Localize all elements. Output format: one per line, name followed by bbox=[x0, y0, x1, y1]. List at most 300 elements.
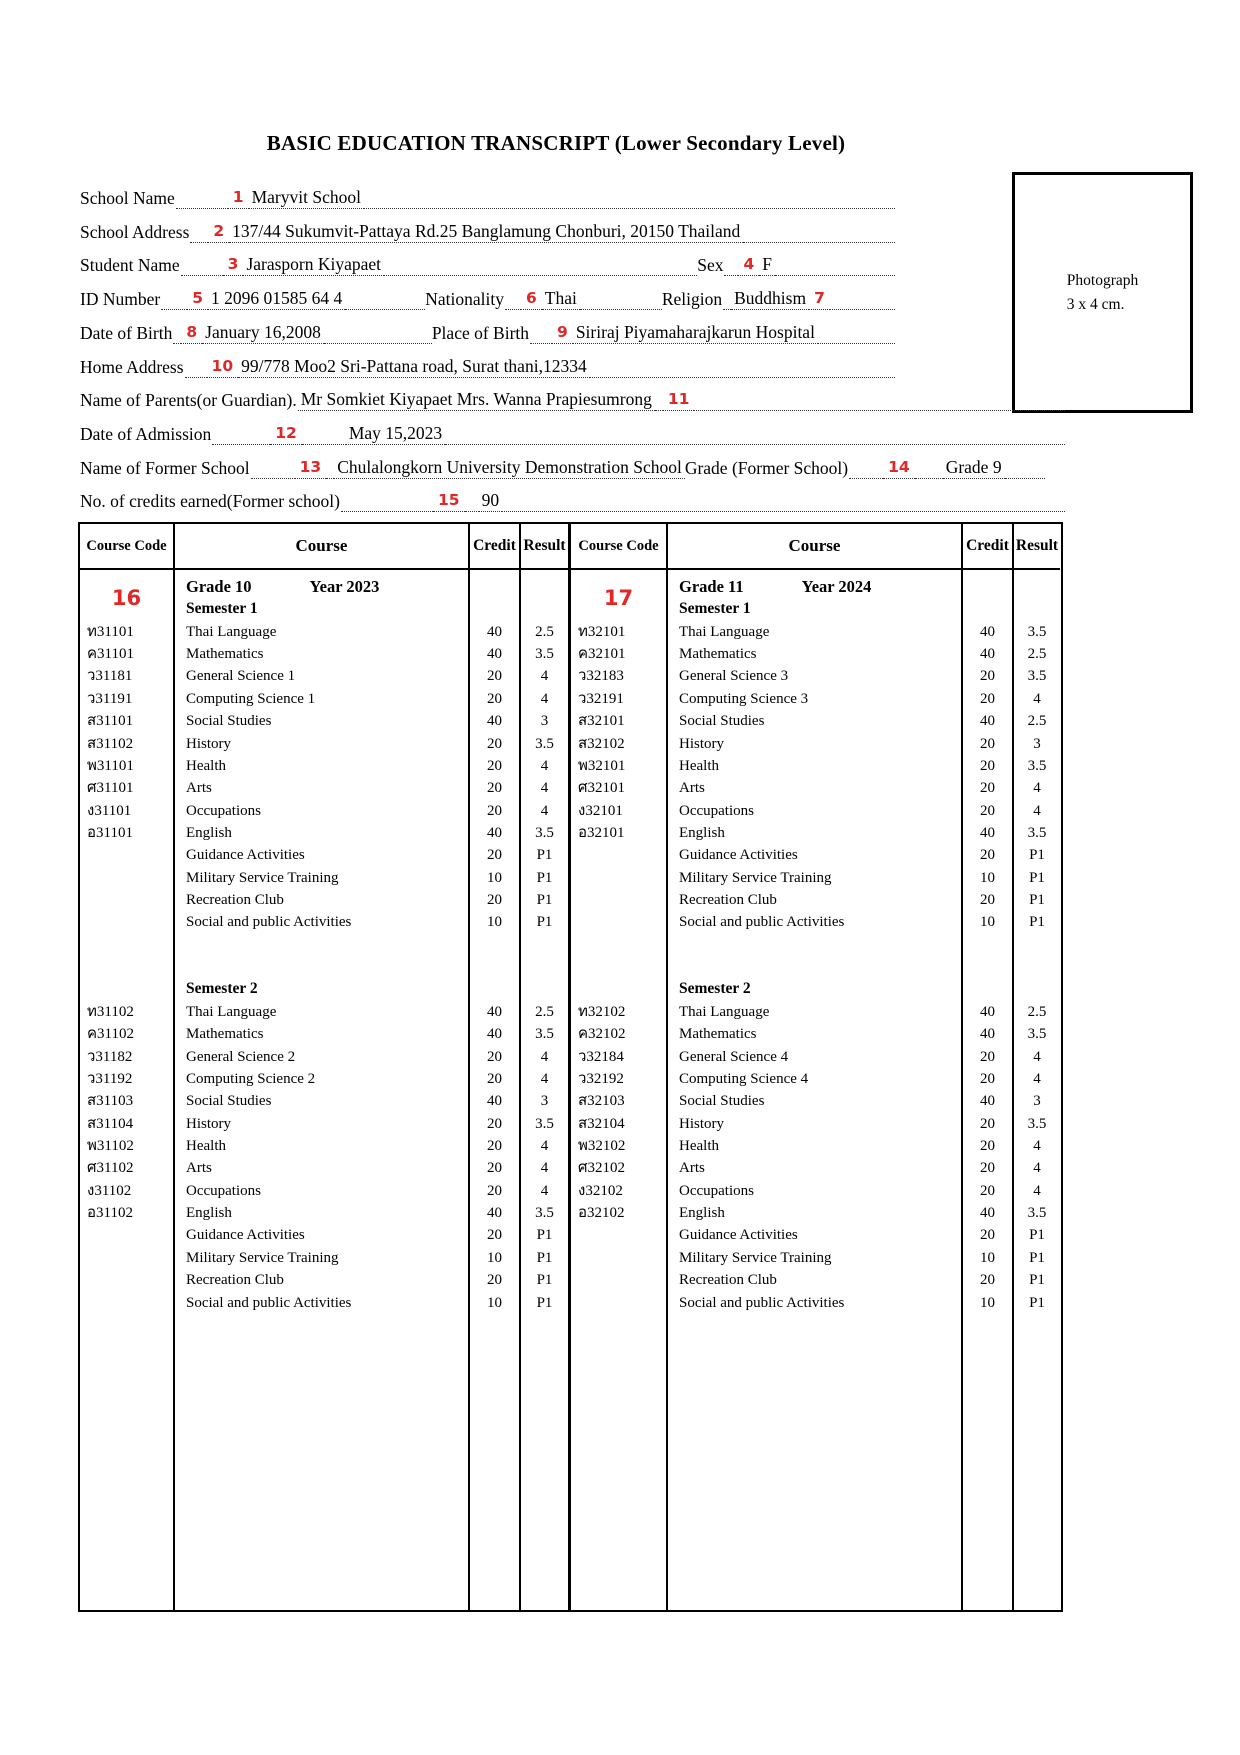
course-name-cell: History bbox=[186, 735, 231, 752]
credit-cell: 20 bbox=[487, 1227, 502, 1244]
course-code-cell: ศ31102 bbox=[87, 1160, 134, 1177]
result-cell: P1 bbox=[536, 1294, 553, 1311]
field-label: ID Number bbox=[80, 289, 161, 310]
field-label: Grade (Former School) bbox=[684, 457, 849, 478]
credit-cell: 20 bbox=[487, 735, 502, 752]
red-annotation-number: 9 bbox=[552, 323, 573, 344]
course-name-cell: Military Service Training bbox=[186, 869, 339, 886]
table-body-column bbox=[963, 570, 1014, 1610]
credit-cell: 20 bbox=[487, 1070, 502, 1087]
dotted-leader bbox=[1005, 476, 1045, 479]
result-cell: P1 bbox=[1029, 869, 1045, 886]
dotted-leader bbox=[176, 206, 228, 209]
dotted-leader bbox=[530, 341, 552, 344]
dotted-leader bbox=[655, 408, 663, 411]
result-cell: 4 bbox=[540, 757, 549, 774]
red-annotation-number: 10 bbox=[207, 357, 239, 378]
course-code-cell bbox=[80, 844, 173, 866]
course-name-cell: Health bbox=[186, 1137, 226, 1154]
dotted-leader bbox=[743, 240, 895, 243]
course-code-cell bbox=[80, 1247, 173, 1269]
course-code-cell: ศ32101 bbox=[578, 780, 626, 797]
course-name-cell: General Science 3 bbox=[679, 668, 789, 685]
result-cell: 3.5 bbox=[1027, 1026, 1047, 1043]
course-code-cell bbox=[80, 911, 173, 933]
course-name-cell: Mathematics bbox=[679, 646, 757, 663]
result-cell: 3.5 bbox=[1027, 1205, 1047, 1222]
dotted-leader bbox=[212, 442, 270, 445]
course-name-cell: Recreation Club bbox=[186, 892, 284, 909]
dotted-leader bbox=[445, 442, 1065, 445]
credit-cell: 20 bbox=[980, 1070, 995, 1087]
course-code-cell bbox=[80, 1224, 173, 1246]
result-cell: 2.5 bbox=[1027, 713, 1047, 730]
credit-cell: 20 bbox=[487, 1115, 502, 1132]
credit-cell: 40 bbox=[980, 713, 995, 730]
red-annotation-number: 8 bbox=[181, 323, 202, 344]
credit-cell: 10 bbox=[487, 1249, 502, 1266]
empty-cell bbox=[470, 576, 519, 621]
result-cell: P1 bbox=[536, 847, 553, 864]
course-code-cell: ง31102 bbox=[87, 1182, 132, 1199]
result-cell: 4 bbox=[540, 668, 549, 685]
course-name-cell: Guidance Activities bbox=[679, 847, 798, 864]
credit-cell: 20 bbox=[980, 1272, 995, 1289]
result-cell: 3.5 bbox=[535, 735, 554, 752]
course-code-cell: ค31102 bbox=[87, 1026, 134, 1043]
course-name-cell: Computing Science 4 bbox=[679, 1070, 809, 1087]
field-row-date-of-admission bbox=[80, 418, 1065, 445]
credit-cell: 20 bbox=[487, 1182, 502, 1199]
course-name-cell: Arts bbox=[679, 1160, 705, 1177]
course-code-cell: อ32101 bbox=[578, 824, 625, 841]
course-code-cell: ง31101 bbox=[87, 802, 132, 819]
field-label: Date of Birth bbox=[80, 322, 173, 343]
course-name-cell: Thai Language bbox=[186, 623, 277, 640]
course-code-cell: ส31102 bbox=[87, 735, 134, 752]
course-code-cell: พ32102 bbox=[578, 1137, 626, 1154]
course-name-cell: Computing Science 3 bbox=[679, 690, 809, 707]
dotted-leader bbox=[173, 341, 181, 344]
course-name-cell: Occupations bbox=[186, 1182, 261, 1199]
result-cell: 2.5 bbox=[535, 1003, 554, 1020]
credit-cell: 40 bbox=[980, 824, 995, 841]
red-annotation-number: 16 bbox=[111, 586, 142, 611]
credit-cell: 20 bbox=[980, 1115, 995, 1132]
course-code-cell: ท31101 bbox=[87, 623, 134, 640]
result-cell: 2.5 bbox=[1027, 646, 1047, 663]
credit-cell: 20 bbox=[487, 690, 502, 707]
result-cell: 4 bbox=[540, 1070, 549, 1087]
course-name-cell: Social Studies bbox=[679, 713, 765, 730]
course-name-cell: Thai Language bbox=[679, 1003, 770, 1020]
field-label: Home Address bbox=[80, 356, 184, 377]
result-cell: 3 bbox=[540, 1093, 549, 1110]
credit-cell: 40 bbox=[980, 1003, 995, 1020]
table-body-column bbox=[470, 570, 521, 1610]
course-code-cell: ส32104 bbox=[578, 1115, 625, 1132]
result-cell: P1 bbox=[1029, 1272, 1045, 1289]
credit-cell: 20 bbox=[487, 1272, 502, 1289]
field-label: Religion bbox=[661, 289, 723, 310]
result-cell: 2.5 bbox=[535, 623, 554, 640]
result-cell: 4 bbox=[1033, 1048, 1041, 1065]
result-cell: 4 bbox=[540, 802, 549, 819]
col-header-course: Course bbox=[175, 524, 470, 570]
field-value: Thai bbox=[542, 288, 580, 310]
empty-cell bbox=[963, 576, 1012, 621]
course-name-cell: Military Service Training bbox=[186, 1249, 339, 1266]
table-body-column bbox=[668, 570, 963, 1610]
dotted-leader bbox=[345, 307, 425, 310]
credit-cell: 40 bbox=[487, 1093, 502, 1110]
empty-cell bbox=[521, 978, 568, 1000]
course-code-cell: ว32191 bbox=[578, 690, 624, 707]
grade-year-row bbox=[175, 576, 468, 598]
result-cell: 4 bbox=[1033, 690, 1041, 707]
result-cell: 3.5 bbox=[535, 646, 554, 663]
credit-cell: 20 bbox=[980, 1160, 995, 1177]
field-value: January 16,2008 bbox=[202, 322, 324, 344]
course-code-cell: ส32103 bbox=[578, 1093, 625, 1110]
photo-box bbox=[1012, 172, 1193, 413]
course-name-cell: Guidance Activities bbox=[186, 847, 305, 864]
red-annotation-number: 13 bbox=[295, 458, 327, 479]
red-annotation-number: 11 bbox=[663, 390, 695, 411]
field-value: 99/778 Moo2 Sri-Pattana road, Surat thani,12334 bbox=[238, 356, 590, 378]
col-header-credit: Credit bbox=[470, 524, 521, 570]
course-name-cell: Thai Language bbox=[679, 623, 770, 640]
red-annotation-number: 1 bbox=[228, 188, 249, 209]
credit-cell: 20 bbox=[487, 1048, 502, 1065]
course-name-cell: Health bbox=[679, 1137, 719, 1154]
course-code-cell: ท31102 bbox=[87, 1003, 134, 1020]
field-label: Name of Former School bbox=[80, 457, 250, 478]
empty-cell bbox=[571, 978, 666, 1000]
year-label: Year 2023 bbox=[309, 577, 380, 596]
field-value: 90 bbox=[479, 490, 503, 512]
course-name-cell: Military Service Training bbox=[679, 1249, 832, 1266]
field-value: Maryvit School bbox=[249, 187, 364, 209]
col-header-course: Course bbox=[668, 524, 963, 570]
result-cell: 4 bbox=[540, 690, 549, 707]
credit-cell: 20 bbox=[980, 802, 995, 819]
course-code-cell: ง32101 bbox=[578, 802, 623, 819]
field-value: May 15,2023 bbox=[346, 423, 445, 445]
credit-cell: 20 bbox=[487, 802, 502, 819]
result-cell: P1 bbox=[1029, 892, 1045, 909]
col-header-result: Result bbox=[1014, 524, 1060, 570]
result-cell: 4 bbox=[540, 1137, 549, 1154]
course-code-cell: ศ32102 bbox=[578, 1160, 626, 1177]
course-code-cell: ว32192 bbox=[578, 1070, 624, 1087]
red-annotation-number: 5 bbox=[187, 289, 208, 310]
course-code-cell bbox=[80, 889, 173, 911]
field-row-date-of-birth bbox=[80, 317, 895, 344]
result-cell: 3.5 bbox=[1027, 1115, 1047, 1132]
course-name-cell: Computing Science 2 bbox=[186, 1070, 316, 1087]
course-code-cell: พ31102 bbox=[87, 1137, 134, 1154]
page-title: BASIC EDUCATION TRANSCRIPT (Lower Secondary Level) bbox=[266, 131, 846, 155]
field-label: Name of Parents(or Guardian). bbox=[80, 390, 297, 411]
credit-cell: 40 bbox=[487, 1026, 502, 1043]
dotted-leader bbox=[830, 307, 895, 310]
semester-label: Semester 2 bbox=[679, 980, 751, 998]
course-code-cell: ท32102 bbox=[578, 1003, 626, 1020]
result-cell: 3.5 bbox=[1027, 668, 1047, 685]
empty-cell bbox=[470, 978, 519, 1000]
course-name-cell: Occupations bbox=[186, 802, 261, 819]
result-cell: 4 bbox=[540, 1160, 549, 1177]
credit-cell: 20 bbox=[980, 780, 995, 797]
field-value: Siriraj Piyamaharajkarun Hospital bbox=[573, 322, 818, 344]
course-code-cell: ส31103 bbox=[87, 1093, 134, 1110]
course-code-cell: ว31191 bbox=[87, 690, 133, 707]
result-cell: 4 bbox=[540, 780, 549, 797]
semester-label: Semester 1 bbox=[186, 600, 258, 618]
course-name-cell: Thai Language bbox=[186, 1003, 277, 1020]
course-name-cell: Guidance Activities bbox=[186, 1227, 305, 1244]
result-cell: P1 bbox=[1029, 1294, 1045, 1311]
credit-cell: 40 bbox=[487, 824, 502, 841]
credit-cell: 20 bbox=[980, 757, 995, 774]
credit-cell: 10 bbox=[487, 914, 502, 931]
course-code-cell: ส32102 bbox=[578, 735, 625, 752]
transcript-table bbox=[78, 522, 1063, 1612]
col-header-credit: Credit bbox=[963, 524, 1014, 570]
empty-cell bbox=[963, 934, 1012, 979]
course-code-cell: อ31102 bbox=[87, 1205, 133, 1222]
dotted-leader bbox=[694, 408, 1065, 411]
field-value: 1 2096 01585 64 4 bbox=[208, 288, 345, 310]
table-body-column bbox=[80, 570, 175, 1610]
result-cell: 4 bbox=[1033, 802, 1041, 819]
course-name-cell: Recreation Club bbox=[679, 1272, 777, 1289]
course-code-cell: พ31101 bbox=[87, 757, 134, 774]
dotted-leader bbox=[465, 509, 479, 512]
credit-cell: 40 bbox=[487, 623, 502, 640]
dotted-leader bbox=[251, 476, 295, 479]
year-label: Year 2024 bbox=[801, 577, 872, 596]
course-code-cell bbox=[80, 1292, 173, 1314]
field-value: 137/44 Sukumvit-Pattaya Rd.25 Banglamung Chonburi, 20150 Thailand bbox=[229, 221, 743, 243]
empty-cell bbox=[571, 934, 666, 979]
course-name-cell: English bbox=[679, 1205, 725, 1222]
credit-cell: 40 bbox=[980, 646, 995, 663]
course-code-cell bbox=[80, 1269, 173, 1291]
course-name-cell: English bbox=[186, 1205, 232, 1222]
result-cell: 3.5 bbox=[1027, 623, 1047, 640]
red-annotation-number: 4 bbox=[738, 255, 759, 276]
result-cell: P1 bbox=[536, 869, 553, 886]
dotted-leader bbox=[775, 273, 895, 276]
result-cell: 4 bbox=[540, 1048, 549, 1065]
course-name-cell: Social Studies bbox=[186, 1093, 272, 1110]
red-annotation-number: 3 bbox=[223, 255, 244, 276]
course-name-cell: Mathematics bbox=[186, 646, 264, 663]
result-cell: 3.5 bbox=[535, 1205, 554, 1222]
dotted-leader bbox=[302, 442, 346, 445]
col-header-result: Result bbox=[521, 524, 571, 570]
result-cell: 3.5 bbox=[1027, 757, 1047, 774]
course-name-cell: Arts bbox=[679, 780, 705, 797]
credit-cell: 20 bbox=[980, 1227, 995, 1244]
course-code-cell: ส32101 bbox=[578, 713, 625, 730]
dotted-leader bbox=[724, 273, 738, 276]
result-cell: 4 bbox=[1033, 1137, 1041, 1154]
result-cell: 3 bbox=[540, 713, 549, 730]
result-cell: 3.5 bbox=[1027, 824, 1047, 841]
course-code-cell: ว32184 bbox=[578, 1048, 624, 1065]
course-name-cell: English bbox=[186, 824, 232, 841]
course-name-cell: Military Service Training bbox=[679, 869, 832, 886]
course-code-cell: ว31182 bbox=[87, 1048, 133, 1065]
course-code-cell: ค32101 bbox=[578, 646, 626, 663]
credit-cell: 20 bbox=[487, 757, 502, 774]
empty-cell bbox=[668, 934, 961, 979]
course-code-cell: อ32102 bbox=[578, 1205, 625, 1222]
empty-cell bbox=[470, 934, 519, 979]
photo-box-line2: 3 x 4 cm. bbox=[1066, 295, 1125, 313]
col-header-course-code: Course Code bbox=[80, 524, 175, 570]
result-cell: 3.5 bbox=[535, 1115, 554, 1132]
field-label: Date of Admission bbox=[80, 423, 212, 444]
field-value: Jarasporn Kiyapaet bbox=[243, 254, 384, 276]
dotted-leader bbox=[341, 509, 433, 512]
red-annotation-number: 6 bbox=[521, 289, 542, 310]
course-name-cell: Arts bbox=[186, 1160, 212, 1177]
result-cell: 3 bbox=[1033, 735, 1041, 752]
course-code-cell: ว32183 bbox=[578, 668, 624, 685]
course-name-cell: General Science 1 bbox=[186, 668, 296, 685]
empty-cell bbox=[175, 934, 468, 979]
dotted-leader bbox=[384, 273, 697, 276]
field-value: Grade 9 bbox=[943, 457, 1005, 479]
course-code-cell: ว31181 bbox=[87, 668, 133, 685]
result-cell: 2.5 bbox=[1027, 1003, 1047, 1020]
dotted-leader bbox=[915, 476, 943, 479]
result-cell: P1 bbox=[1029, 914, 1045, 931]
credit-cell: 20 bbox=[980, 1137, 995, 1154]
result-cell: 3.5 bbox=[535, 1026, 554, 1043]
red-annotation-number: 12 bbox=[270, 424, 302, 445]
empty-cell bbox=[963, 978, 1012, 1000]
red-annotation-number: 2 bbox=[208, 222, 229, 243]
course-name-cell: General Science 4 bbox=[679, 1048, 789, 1065]
dotted-leader bbox=[723, 307, 731, 310]
course-name-cell: Mathematics bbox=[186, 1026, 264, 1043]
red-annotation-number: 15 bbox=[433, 491, 465, 512]
dotted-leader bbox=[181, 273, 223, 276]
course-name-cell: Social Studies bbox=[186, 713, 272, 730]
course-code-cell bbox=[571, 867, 666, 889]
credit-cell: 40 bbox=[487, 713, 502, 730]
field-value: F bbox=[759, 254, 775, 276]
credit-cell: 20 bbox=[487, 1160, 502, 1177]
field-label: Student Name bbox=[80, 255, 180, 276]
table-body-column bbox=[571, 570, 668, 1610]
credit-cell: 10 bbox=[980, 914, 995, 931]
course-code-cell: ว31192 bbox=[87, 1070, 133, 1087]
grade-label: Grade 10 bbox=[186, 577, 252, 596]
empty-cell bbox=[80, 934, 173, 979]
course-name-cell: Social and public Activities bbox=[679, 914, 845, 931]
course-name-cell: Computing Science 1 bbox=[186, 690, 316, 707]
result-cell: P1 bbox=[536, 914, 553, 931]
credit-cell: 20 bbox=[487, 668, 502, 685]
course-name-cell: History bbox=[679, 735, 724, 752]
course-code-cell bbox=[571, 1224, 666, 1246]
empty-cell bbox=[1014, 934, 1060, 979]
credit-cell: 40 bbox=[980, 1093, 995, 1110]
red-annotation-number: 7 bbox=[809, 289, 830, 310]
course-code-cell: ค32102 bbox=[578, 1026, 626, 1043]
credit-cell: 20 bbox=[487, 847, 502, 864]
empty-cell bbox=[80, 978, 173, 1000]
credit-cell: 20 bbox=[980, 847, 995, 864]
result-cell: P1 bbox=[536, 1272, 553, 1289]
credit-cell: 20 bbox=[980, 892, 995, 909]
field-row-student-name bbox=[80, 249, 895, 276]
field-label: School Name bbox=[80, 188, 175, 208]
result-cell: 4 bbox=[1033, 1182, 1041, 1199]
credit-cell: 20 bbox=[980, 1048, 995, 1065]
field-label: School Address bbox=[80, 221, 190, 242]
field-label: Place of Birth bbox=[431, 322, 530, 343]
dotted-leader bbox=[326, 476, 334, 479]
dotted-leader bbox=[190, 240, 208, 243]
field-label: Nationality bbox=[425, 289, 504, 310]
field-row-former-school bbox=[80, 452, 1065, 479]
field-row-home-address bbox=[80, 351, 895, 378]
credit-cell: 20 bbox=[487, 1137, 502, 1154]
course-name-cell: Recreation Club bbox=[679, 892, 777, 909]
result-cell: 3 bbox=[1033, 1093, 1041, 1110]
dotted-leader bbox=[849, 476, 883, 479]
course-name-cell: English bbox=[679, 824, 725, 841]
table-body-column bbox=[521, 570, 571, 1610]
field-value: Chulalongkorn University Demonstration School bbox=[334, 457, 685, 479]
course-name-cell: Occupations bbox=[679, 802, 754, 819]
credit-cell: 10 bbox=[487, 869, 502, 886]
grade-label: Grade 11 bbox=[679, 577, 744, 596]
dotted-leader bbox=[580, 307, 662, 310]
course-name-cell: Social and public Activities bbox=[186, 914, 352, 931]
result-cell: P1 bbox=[1029, 1227, 1045, 1244]
course-name-cell: Health bbox=[186, 757, 226, 774]
field-value: Mr Somkiet Kiyapaet Mrs. Wanna Prapiesumrong bbox=[298, 389, 655, 411]
result-cell: 4 bbox=[1033, 1070, 1041, 1087]
course-code-cell bbox=[571, 911, 666, 933]
result-cell: 4 bbox=[1033, 1160, 1041, 1177]
credit-cell: 10 bbox=[980, 1249, 995, 1266]
field-label: Sex bbox=[697, 255, 724, 276]
course-code-cell bbox=[80, 867, 173, 889]
course-code-cell: ศ31101 bbox=[87, 780, 134, 797]
empty-cell bbox=[521, 576, 568, 621]
empty-cell bbox=[521, 934, 568, 979]
course-name-cell: General Science 2 bbox=[186, 1048, 296, 1065]
dotted-leader bbox=[161, 307, 187, 310]
field-label: No. of credits earned(Former school) bbox=[80, 491, 340, 512]
table-body-column bbox=[1014, 570, 1060, 1610]
empty-cell bbox=[1014, 978, 1060, 1000]
table-body-column bbox=[175, 570, 470, 1610]
credit-cell: 20 bbox=[487, 892, 502, 909]
dotted-leader bbox=[185, 375, 207, 378]
course-code-cell: ท32101 bbox=[578, 623, 626, 640]
result-cell: 3.5 bbox=[535, 824, 554, 841]
